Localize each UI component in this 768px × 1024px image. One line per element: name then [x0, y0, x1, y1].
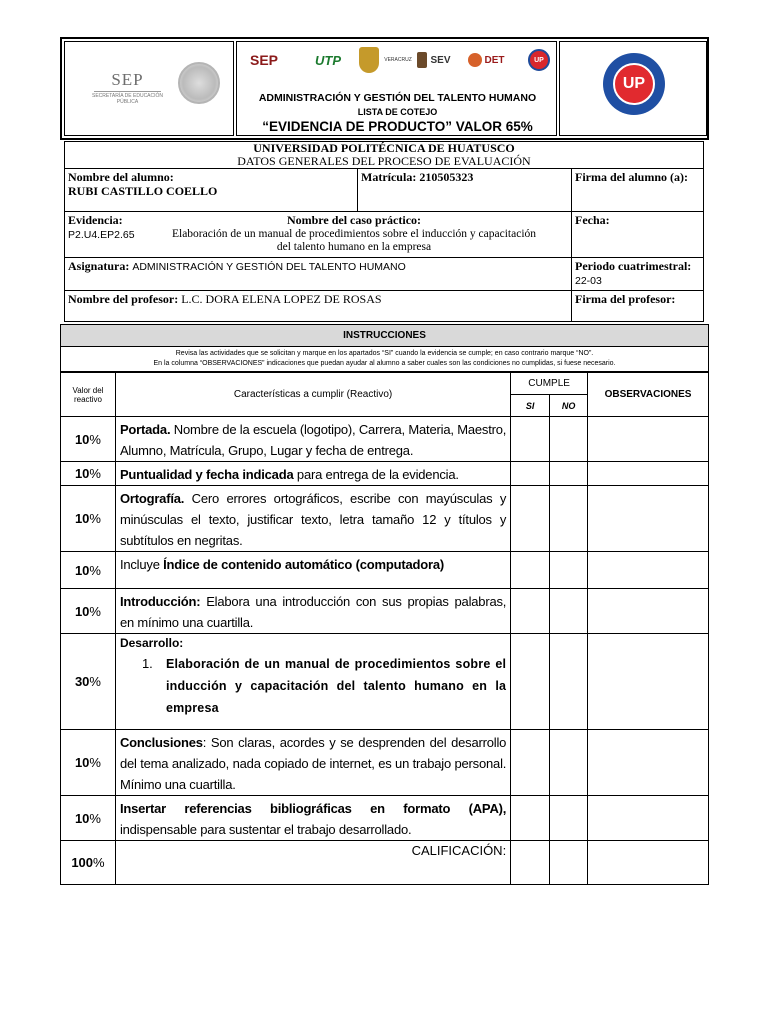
evidence-cell — [65, 212, 572, 258]
criterion-title: Índice de contenido automático (computadora) — [163, 557, 444, 572]
no-checkbox-cell[interactable] — [550, 552, 588, 589]
criterion-title: Insertar referencias bibliográficas en formato (APA), — [119, 801, 507, 816]
instructions-header: INSTRUCCIONES — [60, 324, 709, 347]
criterion-value-number: 10 — [74, 603, 90, 619]
sep-logo-subtitle: SECRETARÍA DE EDUCACIÓN PÚBLICA — [91, 93, 164, 105]
sep-logo — [90, 70, 165, 110]
teacher-value: L.C. DORA ELENA LOPEZ DE ROSAS — [181, 292, 382, 306]
criterion-title: Puntualidad y fecha indicada — [119, 467, 294, 482]
instructions-line-1: Revisa las actividades que se solicitan y marque en los apartados “SI” cuando la evidencia se cumple; en caso contrario marque “NO”. — [175, 350, 594, 357]
subject-value: ADMINISTRACIÓN Y GESTIÓN DEL TALENTO HUMANO — [132, 261, 406, 273]
percent-sign: % — [89, 562, 101, 578]
up-logo — [603, 53, 665, 115]
observations-cell[interactable] — [588, 796, 709, 841]
criterion-value — [61, 417, 116, 462]
general-data-title: DATOS GENERALES DEL PROCESO DE EVALUACIÓN — [65, 155, 704, 169]
observations-cell[interactable] — [588, 730, 709, 796]
table-row — [61, 462, 709, 486]
no-checkbox-cell[interactable] — [550, 417, 588, 462]
percent-sign: % — [89, 431, 101, 447]
criterion-value — [61, 589, 116, 634]
criterion-text — [115, 796, 510, 841]
total-observations-cell[interactable] — [588, 841, 709, 885]
evidence-label: Evidencia: — [68, 213, 123, 227]
yes-checkbox-cell[interactable] — [511, 796, 550, 841]
up-mini-logo: UP — [528, 46, 550, 74]
det-text: DET — [484, 54, 505, 66]
total-yes-cell[interactable] — [511, 841, 550, 885]
percent-sign: % — [89, 755, 101, 770]
criterion-text — [115, 486, 510, 552]
det-logo — [464, 46, 508, 74]
table-row — [61, 552, 709, 589]
grade-label: CALIFICACIÓN: — [115, 841, 510, 885]
criterion-value-number: 10 — [74, 431, 90, 447]
evidence-code: P2.U4.EP2.65 — [68, 229, 135, 241]
document-subtitle: LISTA DE COTEJO — [357, 107, 438, 117]
criterion-description: Elabora una introducción con sus propias palabras, en mínimo una cuartilla. — [119, 594, 507, 630]
criterion-title: Conclusiones — [119, 735, 203, 750]
general-data-table — [64, 141, 704, 322]
title-box — [236, 41, 557, 136]
header-value: Valor del reactivo — [61, 373, 116, 417]
no-checkbox-cell[interactable] — [550, 486, 588, 552]
up-logo-inner: UP — [613, 63, 655, 105]
veracruz-logo — [358, 46, 380, 74]
criterion-description: : Son claras, acordes y se desprenden del desarrollo del tema analizado, nada copiado de internet, es un trabajo personal. Mínimo una cuartilla. — [119, 735, 507, 792]
percent-sign: % — [89, 603, 101, 619]
criterion-value-number: 30 — [74, 674, 90, 689]
criterion-value-number: 10 — [74, 511, 90, 526]
criterion-value — [61, 552, 116, 589]
sep-mini-logo: SEP — [249, 52, 278, 68]
criterion-title: Ortografía. — [119, 491, 185, 506]
subject-label: Asignatura: — [68, 259, 130, 273]
header-characteristics: Características a cumplir (Reactivo) — [115, 373, 510, 417]
criterion-value-number: 10 — [74, 562, 90, 578]
criterion-description: Cero errores ortográficos, escribe con mayúsculas y minúsculas el texto, justificar texto, letra tamaño 12 y títulos y subtítulos en negritas. — [119, 491, 507, 548]
header-yes: SI — [511, 395, 550, 417]
criteria-table — [60, 372, 709, 885]
criterion-value — [61, 634, 116, 730]
period-cell — [572, 258, 704, 291]
total-value-number: 100 — [71, 855, 94, 870]
evidence-title: “EVIDENCIA DE PRODUCTO” VALOR 65% — [262, 119, 533, 134]
observations-cell[interactable] — [588, 462, 709, 486]
teacher-cell — [65, 291, 572, 322]
criterion-prefix: Incluye — [119, 557, 164, 572]
percent-sign: % — [89, 674, 101, 689]
student-name-label: Nombre del alumno: — [68, 170, 174, 184]
percent-sign: % — [89, 466, 101, 481]
observations-cell[interactable] — [588, 417, 709, 462]
header — [60, 37, 709, 140]
mexico-seal-icon — [178, 62, 220, 104]
yes-checkbox-cell[interactable] — [511, 486, 550, 552]
criterion-value — [61, 462, 116, 486]
utp-logo: UTP — [315, 52, 341, 68]
student-name-value: RUBI CASTILLO COELLO — [68, 184, 218, 198]
student-id-label: Matrícula: — [361, 170, 417, 184]
veracruz-text: VERACRUZ — [384, 57, 412, 63]
table-row — [61, 589, 709, 634]
criterion-value-number: 10 — [74, 810, 90, 826]
criterion-text — [115, 589, 510, 634]
no-checkbox-cell[interactable] — [550, 730, 588, 796]
criterion-title: Introducción: — [119, 594, 201, 609]
period-label: Periodo cuatrimestral: — [575, 259, 692, 273]
document-title: ADMINISTRACIÓN Y GESTIÓN DEL TALENTO HUMANO — [258, 92, 537, 104]
criterion-description: Nombre de la escuela (logotipo), Carrera, Materia, Maestro, Alumno, Matrícula, Grupo, Lugar y fecha de entrega. — [119, 422, 507, 458]
observations-cell[interactable] — [588, 589, 709, 634]
student-id-cell — [358, 169, 572, 212]
criterion-value — [61, 796, 116, 841]
up-logo-box — [559, 41, 707, 136]
list-number: 1. — [141, 656, 153, 671]
sev-logo — [415, 46, 453, 74]
criterion-title: Desarrollo: — [119, 636, 184, 650]
teacher-signature-label: Firma del profesor: — [572, 291, 704, 322]
criterion-value — [61, 730, 116, 796]
criterion-text — [115, 462, 510, 486]
header-complies: CUMPLE — [511, 373, 588, 395]
det-flower-icon — [468, 53, 482, 67]
list-item-text: Elaboración de un manual de procedimientos sobre el inducción y capacitación del talento humano en la empresa — [165, 657, 507, 715]
observations-cell[interactable] — [588, 634, 709, 730]
header-observations: OBSERVACIONES — [588, 373, 709, 417]
total-value — [61, 841, 116, 885]
criterion-text — [115, 552, 510, 589]
no-checkbox-cell[interactable] — [550, 462, 588, 486]
student-name-cell — [65, 169, 358, 212]
criterion-description: para entrega de la evidencia. — [293, 467, 459, 482]
sep-logo-text: SEP — [111, 70, 144, 89]
no-checkbox-cell[interactable] — [550, 634, 588, 730]
table-row — [61, 730, 709, 796]
criterion-text — [115, 417, 510, 462]
yes-checkbox-cell[interactable] — [511, 552, 550, 589]
criterion-description: indispensable para sustentar el trabajo desarrollado. — [119, 822, 412, 837]
header-no: NO — [550, 395, 588, 417]
criterion-text — [115, 730, 510, 796]
case-label: Nombre del caso práctico: — [286, 213, 422, 227]
student-signature-label: Firma del alumno (a): — [572, 169, 704, 212]
student-id-value: 210505323 — [419, 170, 474, 184]
table-row — [61, 417, 709, 462]
table-row — [61, 634, 709, 730]
total-row — [61, 841, 709, 885]
table-row — [61, 796, 709, 841]
observations-cell[interactable] — [588, 552, 709, 589]
teacher-label: Nombre del profesor: — [68, 292, 179, 306]
university-name: UNIVERSIDAD POLITÉCNICA DE HUATUSCO — [65, 142, 704, 155]
criterion-title: Portada. — [119, 422, 171, 437]
case-value: Elaboración de un manual de procedimientos sobre el inducción y capacitación del talento humano en la empresa — [171, 228, 537, 253]
criterion-value — [61, 486, 116, 552]
criterion-value-number: 10 — [74, 755, 90, 770]
no-checkbox-cell[interactable] — [550, 796, 588, 841]
percent-sign: % — [89, 810, 101, 826]
observations-cell[interactable] — [588, 486, 709, 552]
no-checkbox-cell[interactable] — [550, 589, 588, 634]
sev-text: SEV — [430, 54, 451, 66]
period-value: 22-03 — [575, 275, 602, 287]
date-label: Fecha: — [572, 212, 704, 258]
yes-checkbox-cell[interactable] — [511, 417, 550, 462]
criterion-value-number: 10 — [74, 466, 90, 481]
yes-checkbox-cell[interactable] — [511, 462, 550, 486]
percent-sign: % — [93, 855, 105, 870]
veracruz-shield-icon — [359, 47, 379, 73]
sev-shield-icon — [417, 52, 427, 68]
subject-cell — [65, 258, 572, 291]
yes-checkbox-cell[interactable] — [511, 634, 550, 730]
instructions-box — [60, 347, 709, 372]
yes-checkbox-cell[interactable] — [511, 589, 550, 634]
sep-logo-box — [64, 41, 234, 136]
yes-checkbox-cell[interactable] — [511, 730, 550, 796]
instructions-line-2: En la columna “OBSERVACIONES” indicaciones que puedan ayudar al alumno a saber cuales son las condiciones no cumplidas, si fuese necesario. — [153, 360, 616, 367]
total-no-cell[interactable] — [550, 841, 588, 885]
table-row — [61, 486, 709, 552]
percent-sign: % — [89, 511, 101, 526]
criterion-text — [115, 634, 510, 730]
